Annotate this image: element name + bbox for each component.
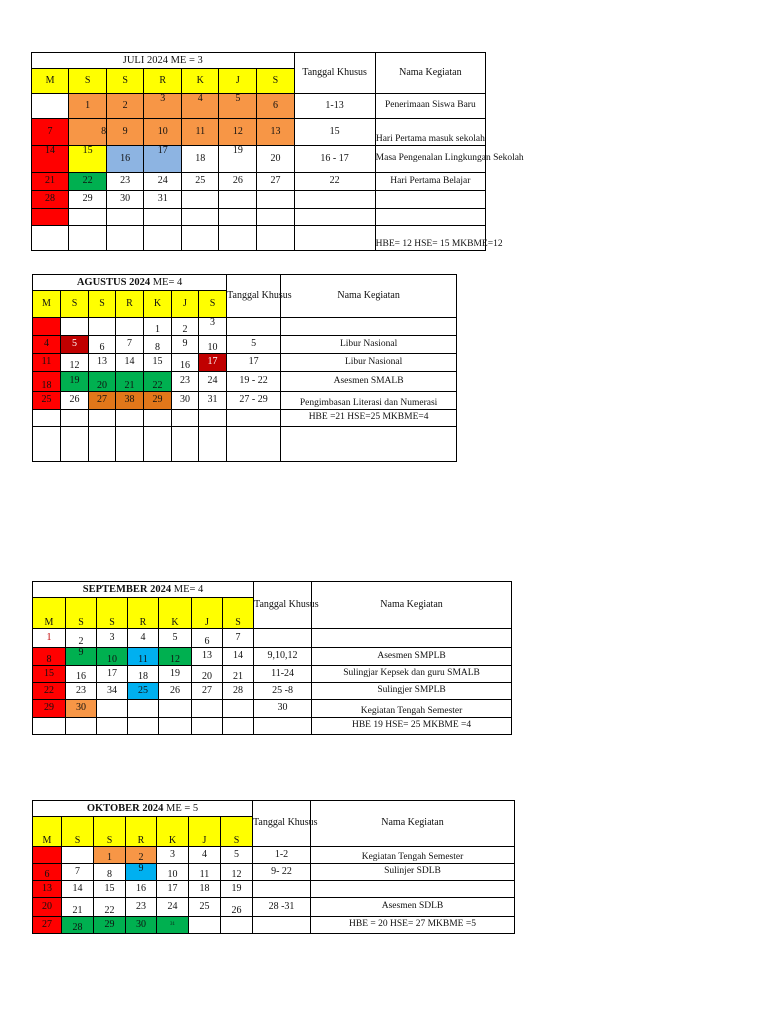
date-cell: 7 — [116, 336, 144, 354]
nama-kegiatan: Kegiatan Tengah Semester — [312, 700, 512, 718]
date-cell: 6 — [33, 864, 62, 881]
date-cell: 6 — [89, 336, 116, 354]
date-cell: 23 — [66, 683, 97, 700]
tanggal-khusus: 11-24 — [254, 666, 312, 683]
date-cell: 6 — [192, 629, 223, 648]
date-cell: 23 — [172, 372, 199, 392]
nama-kegiatan — [281, 427, 457, 462]
date-cell: 26 — [219, 173, 257, 191]
date-cell: 28 — [223, 683, 254, 700]
date-cell: 5 — [159, 629, 192, 648]
day-header: S — [199, 291, 227, 318]
nama-kegiatan: Pengimbasan Literasi dan Numerasi — [281, 392, 457, 410]
date-cell — [172, 410, 199, 427]
date-cell: 31 — [199, 392, 227, 410]
date-cell: 24 — [157, 898, 189, 917]
date-cell — [182, 226, 219, 251]
date-cell: 19 — [221, 881, 253, 898]
date-cell — [182, 209, 219, 226]
day-header: S — [97, 598, 128, 629]
day-header: R — [126, 817, 157, 847]
day-header: S — [223, 598, 254, 629]
date-cell: 13 — [89, 354, 116, 372]
date-cell — [159, 718, 192, 735]
nama-kegiatan — [311, 881, 515, 898]
day-header: R — [128, 598, 159, 629]
date-cell: 30 — [172, 392, 199, 410]
day-header: S — [107, 69, 144, 94]
date-cell: 28 — [62, 917, 94, 934]
date-cell: 24 — [144, 173, 182, 191]
tanggal-khusus — [253, 881, 311, 898]
month-title: SEPTEMBER 2024 ME= 4 — [33, 582, 254, 598]
date-cell — [128, 718, 159, 735]
nama-kegiatan: Hari Pertama Belajar — [375, 173, 485, 191]
day-header: S — [66, 598, 97, 629]
tanggal-khusus: 9,10,12 — [254, 648, 312, 666]
date-cell: 3 — [157, 847, 189, 864]
date-cell: 30 — [66, 700, 97, 718]
date-cell — [97, 700, 128, 718]
date-cell: 12 — [159, 648, 192, 666]
date-cell: 19 — [219, 146, 257, 173]
date-cell: 16 — [66, 666, 97, 683]
date-cell — [116, 410, 144, 427]
date-cell: 12 — [219, 119, 257, 146]
tanggal-khusus — [294, 191, 375, 209]
date-cell: 17 — [97, 666, 128, 683]
date-cell: 20 — [33, 898, 62, 917]
nama-kegiatan — [375, 209, 485, 226]
calendar-oktober-2024 — [32, 800, 515, 934]
date-cell — [66, 718, 97, 735]
date-cell: 4 — [128, 629, 159, 648]
date-cell — [33, 318, 61, 336]
date-cell: 20 — [192, 666, 223, 683]
tanggal-khusus: 19 - 22 — [227, 372, 281, 392]
date-cell: 30 — [126, 917, 157, 934]
date-cell — [61, 318, 89, 336]
nama-kegiatan: Kegiatan Tengah Semester — [311, 847, 515, 864]
date-cell — [144, 209, 182, 226]
date-cell: 15 — [33, 666, 66, 683]
date-cell: 5 — [61, 336, 89, 354]
nama-kegiatan: Libur Nasional — [281, 336, 457, 354]
date-cell — [257, 209, 294, 226]
date-cell: 19 — [159, 666, 192, 683]
day-header: S — [257, 69, 294, 94]
calendar-agustus-2024 — [32, 274, 457, 462]
date-cell — [89, 318, 116, 336]
date-cell: 25 — [33, 392, 61, 410]
day-header: J — [172, 291, 199, 318]
date-cell: 13 — [257, 119, 294, 146]
date-cell: 3 — [97, 629, 128, 648]
date-cell: 13 — [33, 881, 62, 898]
date-cell — [219, 191, 257, 209]
date-cell: 25 — [128, 683, 159, 700]
date-cell: 8 — [69, 119, 107, 146]
date-cell — [144, 410, 172, 427]
nama-kegiatan: Penerimaan Siswa Baru — [375, 94, 485, 119]
date-cell — [33, 410, 61, 427]
day-header: R — [144, 69, 182, 94]
date-cell: 2 — [172, 318, 199, 336]
date-cell: 16 — [172, 354, 199, 372]
calendar-juli-2024 — [31, 52, 524, 251]
day-header: S — [94, 817, 126, 847]
date-cell: 29 — [94, 917, 126, 934]
date-cell — [182, 191, 219, 209]
date-cell: 2 — [107, 94, 144, 119]
date-cell: 27 — [33, 917, 62, 934]
day-header: J — [219, 69, 257, 94]
date-cell: 7 — [62, 864, 94, 881]
month-title: JULI 2024 ME = 3 — [32, 53, 295, 69]
date-cell: 18 — [189, 881, 221, 898]
tanggal-khusus: 1-2 — [253, 847, 311, 864]
date-cell — [172, 427, 199, 462]
day-header: S — [89, 291, 116, 318]
date-cell — [89, 427, 116, 462]
date-cell: 31 — [144, 191, 182, 209]
date-cell: 8 — [94, 864, 126, 881]
date-cell: 10 — [199, 336, 227, 354]
date-cell — [221, 917, 253, 934]
date-cell — [116, 318, 144, 336]
date-cell: 1 — [94, 847, 126, 864]
date-cell: 17 — [144, 146, 182, 173]
date-cell: 12 — [221, 864, 253, 881]
date-cell: 22 — [94, 898, 126, 917]
nama-kegiatan — [375, 191, 485, 209]
date-cell — [192, 718, 223, 735]
tanggal-khusus — [253, 917, 311, 934]
date-cell: 29 — [69, 191, 107, 209]
month-title: OKTOBER 2024 ME = 5 — [33, 801, 253, 817]
date-cell: 4 — [182, 94, 219, 119]
date-cell — [61, 427, 89, 462]
nama-kegiatan: Libur Nasional — [281, 354, 457, 372]
date-cell: 9 — [107, 119, 144, 146]
date-cell: 22 — [69, 173, 107, 191]
date-cell: 21 — [32, 173, 69, 191]
nama-kegiatan: Sulingjar Kepsek dan guru SMALB — [312, 666, 512, 683]
tanggal-khusus — [294, 209, 375, 226]
date-cell: 27 — [192, 683, 223, 700]
date-cell — [107, 209, 144, 226]
date-cell — [32, 209, 69, 226]
tanggal-khusus — [227, 318, 281, 336]
date-cell: 15 — [94, 881, 126, 898]
date-cell — [61, 410, 89, 427]
tanggal-khusus: 9- 22 — [253, 864, 311, 881]
date-cell: 34 — [97, 683, 128, 700]
nama-kegiatan — [281, 318, 457, 336]
date-cell: 11 — [128, 648, 159, 666]
date-cell: 1 — [33, 629, 66, 648]
date-cell — [199, 427, 227, 462]
date-cell: 5 — [219, 94, 257, 119]
date-cell — [116, 427, 144, 462]
date-cell: 10 — [157, 864, 189, 881]
date-cell: 29 — [33, 700, 66, 718]
date-cell: 25 — [182, 173, 219, 191]
date-cell: 18 — [33, 372, 61, 392]
date-cell — [33, 718, 66, 735]
day-header: J — [192, 598, 223, 629]
date-cell: 11 — [189, 864, 221, 881]
day-header: K — [144, 291, 172, 318]
date-cell: 9 — [66, 648, 97, 666]
date-cell: 14 — [116, 354, 144, 372]
date-cell: 26 — [221, 898, 253, 917]
date-cell: 22 — [33, 683, 66, 700]
date-cell: 30 — [107, 191, 144, 209]
date-cell: 27 — [257, 173, 294, 191]
date-cell: 17 — [199, 354, 227, 372]
summary-note: HBE 19 HSE= 25 MKBME =4 — [312, 718, 512, 735]
tanggal-khusus-header: Tanggal Khusus — [227, 275, 281, 318]
tanggal-khusus: 22 — [294, 173, 375, 191]
day-header: S — [69, 69, 107, 94]
date-cell: 26 — [159, 683, 192, 700]
date-cell: 13 — [192, 648, 223, 666]
date-cell: 16 — [126, 881, 157, 898]
tanggal-khusus — [254, 718, 312, 735]
tanggal-khusus — [227, 427, 281, 462]
date-cell: 21 — [116, 372, 144, 392]
date-cell: 1 — [144, 318, 172, 336]
date-cell: 10 — [97, 648, 128, 666]
date-cell: 10 — [144, 119, 182, 146]
nama-kegiatan: Asesmen SMPLB — [312, 648, 512, 666]
date-cell: 14 — [62, 881, 94, 898]
date-cell: 19 — [61, 372, 89, 392]
date-cell: 20 — [89, 372, 116, 392]
date-cell — [69, 209, 107, 226]
summary-note: HBE = 20 HSE= 27 MKBME =5 — [311, 917, 515, 934]
date-cell: 14 — [32, 146, 69, 173]
nama-kegiatan: Sulinjer SDLB — [311, 864, 515, 881]
day-header: R — [116, 291, 144, 318]
date-cell — [223, 700, 254, 718]
date-cell: 29 — [144, 392, 172, 410]
date-cell — [32, 226, 69, 251]
tanggal-khusus-header: Tanggal Khusus — [294, 53, 375, 94]
date-cell — [144, 226, 182, 251]
date-cell: 28 — [32, 191, 69, 209]
date-cell: 2 — [66, 629, 97, 648]
tanggal-khusus-header: Tanggal Khusus — [253, 801, 311, 847]
calendar-september-2024 — [32, 581, 512, 735]
date-cell — [144, 427, 172, 462]
date-cell: 21 — [62, 898, 94, 917]
summary-note: HBE =21 HSE=25 MKBME=4 — [281, 410, 457, 427]
date-cell: 22 — [144, 372, 172, 392]
date-cell: 2 — [126, 847, 157, 864]
date-cell: 16 — [107, 146, 144, 173]
date-cell: 8 — [144, 336, 172, 354]
date-cell: 23 — [107, 173, 144, 191]
date-cell: 4 — [33, 336, 61, 354]
day-header: M — [33, 817, 62, 847]
day-header: S — [62, 817, 94, 847]
date-cell: 15 — [144, 354, 172, 372]
date-cell: 18 — [182, 146, 219, 173]
date-cell: 23 — [126, 898, 157, 917]
date-cell: 26 — [61, 392, 89, 410]
day-header: K — [159, 598, 192, 629]
day-header: M — [32, 69, 69, 94]
nama-kegiatan: Masa Pengenalan Lingkungan Sekolah — [375, 146, 485, 173]
tanggal-khusus — [294, 226, 375, 251]
nama-kegiatan: Asesmen SDLB — [311, 898, 515, 917]
nama-kegiatan-header: Nama Kegiatan — [312, 582, 512, 629]
date-cell: 7 — [223, 629, 254, 648]
date-cell — [223, 718, 254, 735]
date-cell — [199, 410, 227, 427]
date-cell: 9 — [126, 864, 157, 881]
date-cell: 12 — [61, 354, 89, 372]
date-cell: 18 — [128, 666, 159, 683]
day-header: J — [189, 817, 221, 847]
day-header: S — [61, 291, 89, 318]
date-cell: 3 — [199, 318, 227, 336]
tanggal-khusus: 28 -31 — [253, 898, 311, 917]
date-cell — [257, 226, 294, 251]
date-cell: 11 — [182, 119, 219, 146]
date-cell: 21 — [223, 666, 254, 683]
date-cell — [32, 94, 69, 119]
date-cell: 14 — [223, 648, 254, 666]
date-cell: 7 — [32, 119, 69, 146]
tanggal-khusus: 15 — [294, 119, 375, 146]
nama-kegiatan — [312, 629, 512, 648]
nama-kegiatan-header: Nama Kegiatan — [281, 275, 457, 318]
nama-kegiatan-header: Nama Kegiatan — [311, 801, 515, 847]
day-header: M — [33, 291, 61, 318]
tanggal-khusus: 5 — [227, 336, 281, 354]
summary-note: HBE= 12 HSE= 15 MKBME=12 — [375, 226, 485, 251]
date-cell: 20 — [257, 146, 294, 173]
date-cell — [128, 700, 159, 718]
date-cell — [257, 191, 294, 209]
nama-kegiatan: Asesmen SMALB — [281, 372, 457, 392]
date-cell: 9 — [172, 336, 199, 354]
date-cell: 25 — [189, 898, 221, 917]
day-header: K — [157, 817, 189, 847]
nama-kegiatan-header: Nama Kegiatan — [375, 53, 485, 94]
date-cell — [97, 718, 128, 735]
date-cell: 24 — [199, 372, 227, 392]
date-cell: 3 — [144, 94, 182, 119]
date-cell: 8 — [33, 648, 66, 666]
tanggal-khusus: 27 - 29 — [227, 392, 281, 410]
date-cell — [33, 847, 62, 864]
tanggal-khusus: 25 -8 — [254, 683, 312, 700]
date-cell — [69, 226, 107, 251]
tanggal-khusus: 1-13 — [294, 94, 375, 119]
day-header: M — [33, 598, 66, 629]
date-cell: 1 — [69, 94, 107, 119]
nama-kegiatan: Sulingjer SMPLB — [312, 683, 512, 700]
nama-kegiatan: Hari Pertama masuk sekolah — [375, 119, 485, 146]
date-cell — [192, 700, 223, 718]
date-cell — [107, 226, 144, 251]
date-cell: 15 — [69, 146, 107, 173]
date-cell: 31 — [157, 917, 189, 934]
day-header: S — [221, 817, 253, 847]
date-cell — [219, 226, 257, 251]
date-cell: 4 — [189, 847, 221, 864]
tanggal-khusus: 17 — [227, 354, 281, 372]
tanggal-khusus: 16 - 17 — [294, 146, 375, 173]
date-cell: 6 — [257, 94, 294, 119]
tanggal-khusus: 30 — [254, 700, 312, 718]
date-cell — [159, 700, 192, 718]
date-cell — [33, 427, 61, 462]
date-cell: 11 — [33, 354, 61, 372]
date-cell: 5 — [221, 847, 253, 864]
date-cell: 38 — [116, 392, 144, 410]
tanggal-khusus-header: Tanggal Khusus — [254, 582, 312, 629]
month-title: AGUSTUS 2024 ME= 4 — [33, 275, 227, 291]
tanggal-khusus — [227, 410, 281, 427]
date-cell — [189, 917, 221, 934]
date-cell — [89, 410, 116, 427]
date-cell — [62, 847, 94, 864]
date-cell: 17 — [157, 881, 189, 898]
tanggal-khusus — [254, 629, 312, 648]
date-cell — [219, 209, 257, 226]
day-header: K — [182, 69, 219, 94]
date-cell: 27 — [89, 392, 116, 410]
